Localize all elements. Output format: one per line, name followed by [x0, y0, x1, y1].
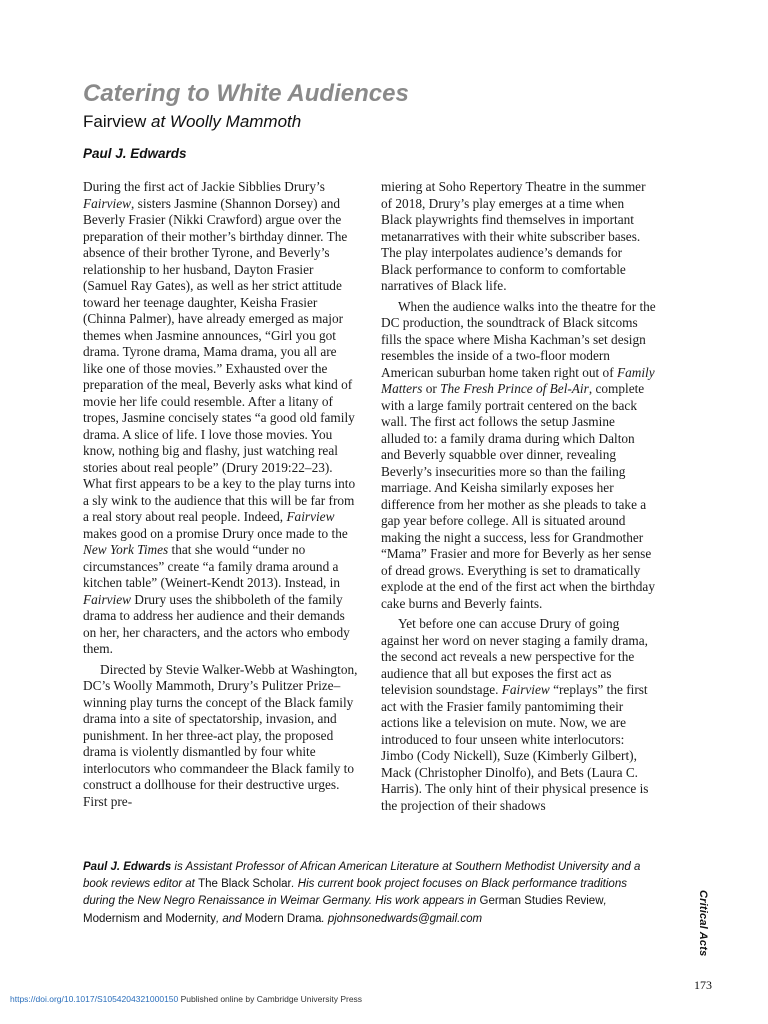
- article-title: Catering to White Audiences: [83, 80, 409, 107]
- paragraph: When the audience walks into the theatre for the DC production, the soundtrack of Black sitcoms fills the space where Misha Kachman’s set design resembles the inside of a two-floor modern American suburban home taken right out of Family Matters or The Fresh Prince of Bel-Air, complete with a large family portrait centered on the back wall. The first act follows the setup Jasmine alluded to: a family drama during which Dalton and Beverly squabble over dinner, revealing Beverly’s insecurities more so than the failing marriage. And Keisha similarly exposes her difference from her mother as she pleads to take a gap year before college. All is situated around making the night a success, less for Grandmother “Mama” Frasier and more for Beverly as her sense of dread grows. Everything is set to dramatically explode at the end of the first act when the birthday cake burns and Beverly faints.: [381, 298, 656, 611]
- paragraph: Directed by Stevie Walker-Webb at Washington, DC’s Woolly Mammoth, Drury’s Pulitzer Prize–winning play turns the concept of the Black family drama into a site of spectatorship, invasion, and punishment. In her three-act play, the proposed drama is violently dismantled by four white interlocutors who commandeer the Black family to construct a dollhouse for their destructive urges. First pre-: [83, 661, 358, 809]
- article-subtitle: [83, 111, 301, 133]
- subtitle-venue: at Woolly Mammoth: [146, 112, 302, 131]
- paragraph: Yet before one can accuse Drury of going against her word on never staging a family drama, the second act reveals a new perspective for the audience that all but exposes the first act as television soundstage. Fairview “replays” the first act with the Frasier family pantomiming their actions like a television on mute. Now, we are introduced to four unseen white interlocutors: Jimbo (Cody Nickell), Suze (Kimberly Gilbert), Mack (Christopher Dinolfo), and Bets (Laura C. Harris). The only hint of their physical presence is the projection of their shadows: [381, 616, 649, 813]
- section-label: Critical Acts: [697, 890, 709, 957]
- footer: [10, 994, 362, 1004]
- body-column-right: [381, 179, 656, 814]
- author-bio: Paul J. Edwards is Assistant Professor of African American Literature at Southern Methodist University and a book reviews editor at The Black Scholar. His current book project focuses on Black performance traditions during the New Negro Renaissance in Weimar Germany. His work appears in German Studies Review, Modernism and Modernity, and Modern Drama. pjohnsonedwards@gmail.com: [83, 861, 641, 925]
- article-author: Paul J. Edwards: [83, 146, 187, 161]
- subtitle-play-name: Fairview: [83, 112, 147, 131]
- body-column-left: [83, 179, 358, 810]
- paragraph: During the first act of Jackie Sibblies Drury’s Fairview, sisters Jasmine (Shannon Dorsey) and Beverly Frasier (Nikki Crawford) argue over the preparation of their mother’s birthday dinner. The absence of their brother Tyrone, and Beverly’s relationship to her husband, Dayton Frasier (Samuel Ray Gates), as well as her strict attitude toward her teenage daughter, Keisha Frasier (Chinna Palmer), have already emerged as major themes when Jasmine announces, “Girl you got drama. Tyrone drama, Mama drama, you all are like one of those movies.” Exhausted over the preparation of the meal, Beverly asks what kind of movie her life could resemble. After a litany of tropes, Jasmine concisely states “a good old family drama. A slice of life. I love those movies. You know, nothing big and flashy, just watching real stories about real people” (Drury 2019:22–23). What first appears to be a key to the play turns into a sly wink to the audience that this will be far from a real story about real people. Indeed, Fairview makes good on a promise Drury once made to the New York Times that she would “under no circumstances” create “a family drama around a kitchen table” (Weinert-Kendt 2013). Instead, in Fairview Drury uses the shibboleth of the family drama to address her audience and their demands on her, her characters, and the actors who embody them.: [83, 179, 356, 656]
- page-number: 173: [694, 978, 712, 992]
- publisher-note: Published online by Cambridge University Press: [178, 994, 363, 1004]
- paragraph: miering at Soho Repertory Theatre in the summer of 2018, Drury’s play emerges at a time when Black playwrights find themselves in important metanarratives with their white subscriber bases. The play interpolates audience’s demands for Black performance to conform to comfortable narratives of Black life.: [381, 179, 646, 293]
- doi-link[interactable]: https://doi.org/10.1017/S1054204321000150: [10, 994, 179, 1004]
